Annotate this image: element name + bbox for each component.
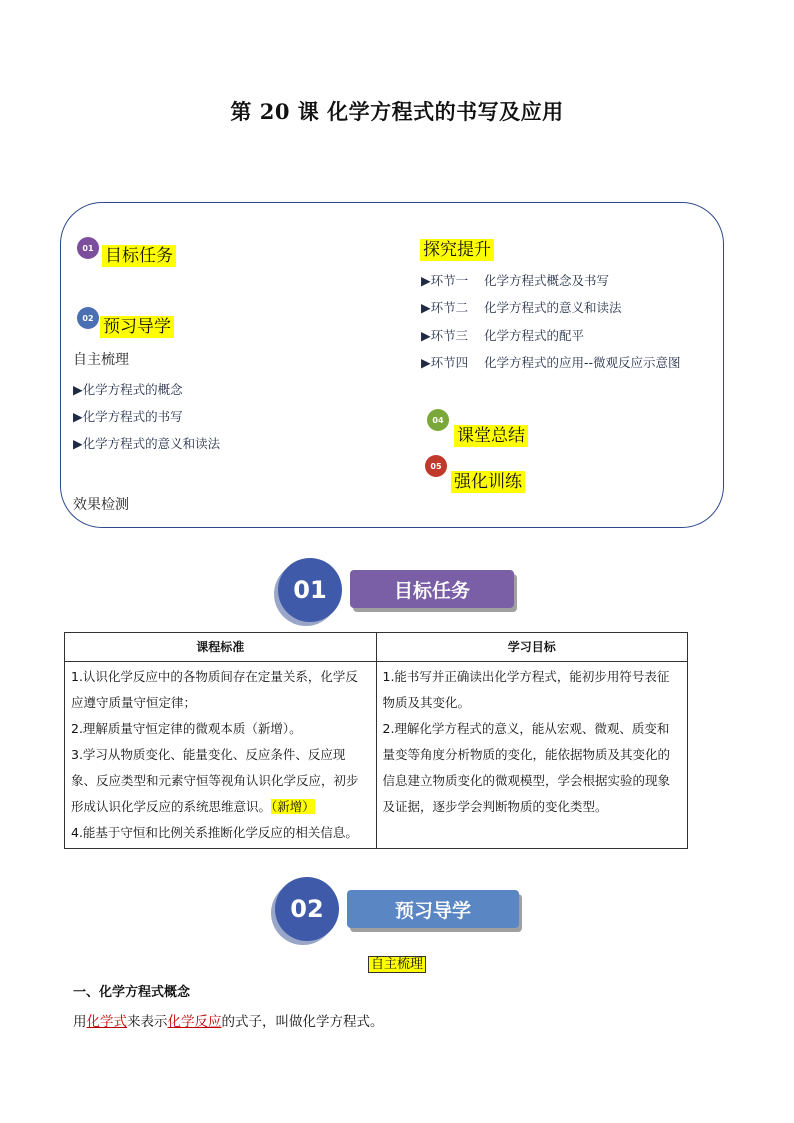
standard-item-4: 4.能基于守恒和比例关系推断化学反应的相关信息。 [71, 825, 358, 840]
self-review-tag: 自主梳理 [368, 956, 426, 973]
badge-02: 02 [77, 307, 99, 329]
section-preview-number: 02 [275, 877, 339, 941]
toc-preview-item-3[interactable]: ▶化学方程式的意义和读法 [73, 436, 221, 451]
answer-blank-1: 化学式 [86, 1014, 127, 1030]
explore-item-text: 化学方程式的配平 [484, 328, 585, 343]
explore-item-label: ▶环节一 [421, 273, 469, 288]
standard-cell [65, 662, 377, 849]
badge-05: 05 [425, 455, 447, 477]
objective-item-2: 2.理解化学方程式的意义，能从宏观、微观、质变和量变等角度分析物质的变化，能依据物质及其变化的信息建立物质变化的微观模型，学会根据实验的现象及证据，逐步学会判断物质的变化类型。 [382, 721, 671, 814]
table-header-objective: 学习目标 [376, 633, 688, 662]
toc-explore-item-3[interactable] [421, 326, 584, 344]
explore-item-text: 化学方程式概念及书写 [484, 273, 610, 288]
explore-item-label: ▶环节二 [421, 300, 469, 315]
section-preview-bar: 预习导学 [347, 890, 519, 928]
toc-sub-heading: 自主梳理 [73, 352, 129, 368]
section-goal-bar: 目标任务 [350, 570, 514, 608]
toc-section-explore[interactable] [420, 235, 494, 260]
table-header-row [65, 633, 688, 662]
toc-section-preview[interactable] [100, 312, 174, 337]
section-goal-number: 01 [278, 558, 342, 622]
self-review-tag-wrap [0, 953, 794, 972]
concept-text-3: 的式子，叫做化学方程式。 [221, 1014, 384, 1030]
table-row [65, 662, 688, 849]
toc-section-preview-label: 预习导学 [100, 316, 174, 338]
toc-preview-item-1[interactable]: ▶化学方程式的概念 [73, 382, 183, 397]
explore-item-label: ▶环节四 [421, 355, 469, 370]
toc-effect-check[interactable]: 效果检测 [73, 497, 129, 513]
toc-explore-item-1[interactable] [421, 271, 609, 289]
toc-explore-item-2[interactable] [421, 298, 622, 316]
concept-heading: 一、化学方程式概念 [73, 985, 191, 1000]
standard-item-3 [71, 742, 370, 820]
standard-item-3-text: 3.学习从物质变化、能量变化、反应条件、反应现象、反应类型和元素守恒等视角认识化学反应，初步形成认识化学反应的系统思维意识。 [71, 747, 359, 814]
concept-text-2: 来表示 [127, 1014, 168, 1030]
toc-explore-item-4[interactable] [421, 353, 681, 371]
toc-preview-item-2[interactable]: ▶化学方程式的书写 [73, 409, 183, 424]
toc-section-training[interactable] [451, 467, 525, 492]
objective-item-1: 1.能书写并正确读出化学方程式，能初步用符号表征物质及其变化。 [382, 669, 670, 710]
explore-item-text: 化学方程式的应用--微观反应示意图 [484, 355, 681, 370]
toc-section-summary-label: 课堂总结 [454, 425, 528, 447]
badge-01: 01 [77, 237, 99, 259]
badge-04: 04 [427, 409, 449, 431]
new-tag: （新增） [271, 799, 315, 814]
concept-line [73, 1010, 384, 1030]
toc-section-goal-label: 目标任务 [102, 245, 176, 267]
standard-item-1: 1.认识化学反应中的各物质间存在定量关系，化学反应遵守质量守恒定律； [71, 669, 358, 710]
toc-section-training-label: 强化训练 [451, 471, 525, 493]
explore-item-text: 化学方程式的意义和读法 [484, 300, 622, 315]
standard-item-2: 2.理解质量守恒定律的微观本质（新增）。 [71, 721, 302, 736]
toc-section-goal[interactable] [102, 241, 176, 266]
explore-item-label: ▶环节三 [421, 328, 469, 343]
objective-cell [376, 662, 688, 849]
page-title: 第 20 课 化学方程式的书写及应用 [230, 99, 564, 124]
toc-section-explore-label: 探究提升 [420, 239, 494, 261]
answer-blank-2: 化学反应 [167, 1014, 222, 1030]
table-header-standard: 课程标准 [65, 633, 377, 662]
concept-text-1: 用 [73, 1014, 87, 1030]
toc-section-summary[interactable] [454, 421, 528, 446]
goal-table [64, 632, 688, 849]
